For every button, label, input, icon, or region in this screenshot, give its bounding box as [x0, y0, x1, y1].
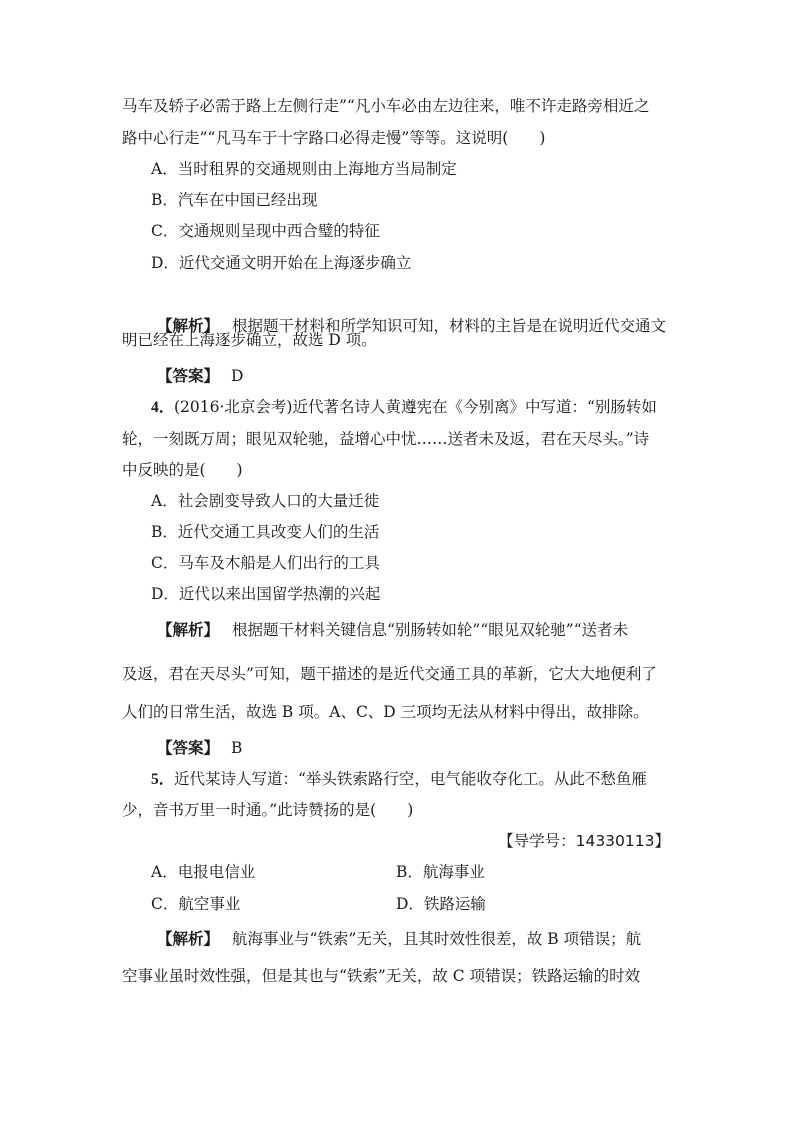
q4-stem-line: (2016·北京会考)近代著名诗人黄遵宪在《今别离》中写道：“别肠转如 — [174, 398, 657, 416]
q3-analysis-text: 根据题干材料和所学知识可知，材料的主旨是在说明近代交通文 — [232, 317, 667, 335]
q4-stem-line: 中反映的是( ) — [122, 461, 243, 479]
q4-analysis-text: 根据题干材料关键信息“别肠转如轮”“眼见双轮驰”“送者未 — [232, 621, 629, 639]
q4-analysis-tag: 【解析】 — [157, 621, 220, 639]
q3-option-b: B．汽车在中国已经出现 — [151, 191, 318, 209]
q4-option-a: A．社会剧变导致人口的大量迁徙 — [151, 492, 380, 510]
q4-answer: B — [231, 739, 243, 757]
q3-stem-line: 马车及轿子必需于路上左侧行走”“凡小车必由左边往来，唯不许走路旁相近之 — [122, 97, 650, 115]
q4-answer-tag: 【答案】 — [157, 739, 220, 757]
q5-stem-line: 少，音书万里一时通。”此诗赞扬的是( ) — [122, 801, 414, 819]
q3-answer-tag: 【答案】 — [157, 367, 220, 385]
q3-analysis-tag: 【解析】 — [157, 317, 220, 335]
q5-option-d: D．铁路运输 — [396, 895, 486, 913]
q5-analysis-text: 航海事业与“铁索”无关，且其时效性很差，故 B 项错误；航 — [232, 930, 642, 948]
q4-option-b: B．近代交通工具改变人们的生活 — [151, 523, 380, 541]
q3-analysis-text: 明已经在上海逐步确立，故选 D 项。 — [122, 331, 377, 349]
q5-option-c: C．航空事业 — [151, 895, 241, 913]
q4-stem-line: 轮，一刻既万周；眼见双轮驰，益增心中忧……送者未及返，君在天尽头。”诗 — [122, 430, 650, 448]
q5-analysis-tag: 【解析】 — [157, 930, 220, 948]
q4-option-d: D．近代以来出国留学热潮的兴起 — [151, 585, 381, 603]
q3-option-c: C．交通规则呈现中西合璧的特征 — [151, 222, 380, 240]
q4-number: 4． — [151, 399, 175, 416]
q3-answer: D — [231, 367, 244, 385]
q3-stem-line: 路中心行走”“凡马车于十字路口必得走慢”等等。这说明( ) — [122, 129, 546, 147]
q3-option-a: A．当时租界的交通规则由上海地方当局制定 — [151, 160, 457, 178]
q4-option-c: C．马车及木船是人们出行的工具 — [151, 554, 380, 572]
q5-stem-line: 近代某诗人写道：“举头铁索路行空，电气能收夺化工。从此不愁鱼雁 — [174, 770, 647, 788]
q5-analysis-text: 空事业虽时效性强，但是其也与“铁索”无关，故 C 项错误；铁路运输的时效 — [122, 967, 641, 985]
q4-analysis-text: 人们的日常生活，故选 B 项。A、C、D 三项均无法从材料中得出，故排除。 — [122, 703, 649, 721]
q3-option-d: D．近代交通文明开始在上海逐步确立 — [151, 254, 412, 272]
q4-analysis-text: 及返，君在天尽头”可知，题干描述的是近代交通工具的革新，它大大地便利了 — [122, 665, 657, 683]
guide-number: 【导学号：14330113】 — [498, 832, 670, 850]
q5-option-a: A．电报电信业 — [151, 863, 256, 881]
q5-option-b: B．航海事业 — [396, 863, 485, 881]
q5-number: 5． — [151, 771, 175, 788]
